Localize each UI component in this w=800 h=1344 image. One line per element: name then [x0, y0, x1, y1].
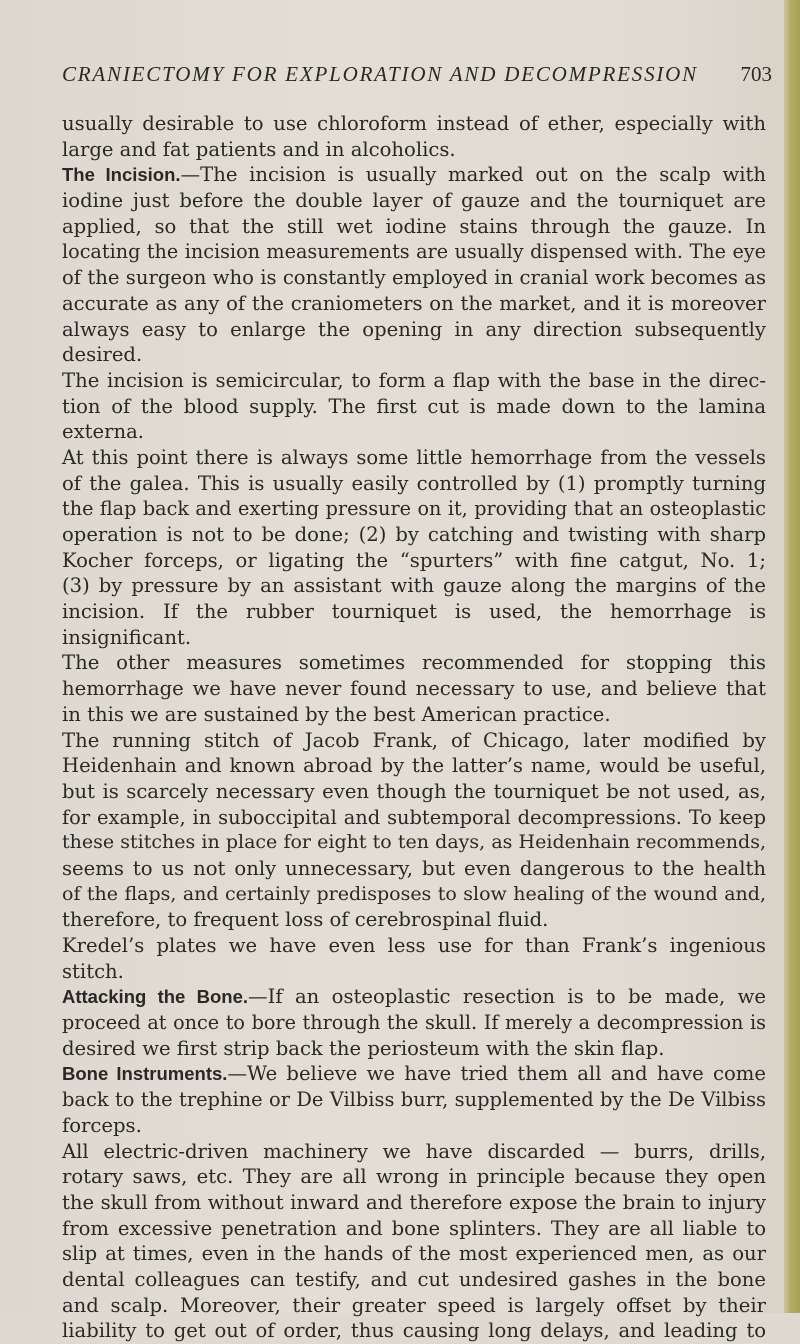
text-line — [62, 856, 766, 882]
text-line — [62, 1061, 766, 1087]
chapter-title: CRANIECTOMY FOR EXPLORATION AND DECOMPRESSION — [62, 62, 698, 86]
line-text: hemorrhage we have never found necessary to use, and believe that — [62, 677, 766, 701]
line-text: dental colleagues can testify, and cut undesired gashes in the bone — [62, 1267, 766, 1291]
line-text: stitch. — [62, 959, 124, 983]
line-text: iodine just before the double layer of gauze and the tourniquet are — [62, 189, 766, 213]
text-line — [62, 753, 766, 779]
text-line — [62, 317, 766, 343]
line-text: —If an osteoplastic resection is to be made, we — [248, 985, 766, 1009]
section-heading: Attacking the Bone. — [62, 986, 249, 1008]
line-text: the flap back and exerting pressure on it, providing that an osteoplastic — [62, 497, 766, 521]
text-line — [62, 1241, 766, 1267]
line-text: The incision is semicircular, to form a flap with the base in the direc- — [62, 368, 766, 392]
text-line — [62, 676, 766, 702]
line-text: Heidenhain and known abroad by the latter’s name, would be useful, — [62, 754, 766, 778]
text-line — [62, 907, 766, 933]
text-line — [62, 1293, 766, 1319]
text-line — [62, 548, 766, 574]
line-text: slip at times, even in the hands of the most experienced men, as our — [62, 1242, 766, 1266]
line-text: proceed at once to bore through the skull. If merely a decompression is — [62, 1011, 766, 1035]
text-line — [62, 111, 766, 137]
text-line — [62, 1164, 766, 1190]
text-line — [62, 702, 766, 728]
line-text: Kocher forceps, or ligating the “spurters” with fine catgut, No. 1; — [62, 548, 766, 572]
line-text: therefore, to frequent loss of cerebrospinal fluid. — [62, 908, 549, 932]
text-line — [62, 1113, 766, 1139]
text-line — [62, 291, 766, 317]
line-text: of the flaps, and certainly predisposes to slow healing of the wound and, — [62, 882, 766, 905]
line-text: of the surgeon who is constantly employed in cranial work becomes as — [62, 266, 766, 290]
line-text: locating the incision measurements are usually dispensed with. The eye — [62, 240, 766, 264]
line-text: from excessive penetration and bone splinters. They are all liable to — [62, 1216, 766, 1240]
page-number: 703 — [740, 62, 772, 86]
text-line — [62, 162, 766, 188]
text-line — [62, 239, 766, 265]
line-text: in this we are sustained by the best American practice. — [62, 702, 611, 726]
body-text — [62, 111, 766, 1344]
text-line — [62, 933, 766, 959]
line-text: externa. — [62, 420, 145, 444]
line-text: —We believe we have tried them all and have come — [227, 1062, 766, 1086]
text-line — [62, 137, 766, 163]
text-line — [62, 188, 766, 214]
text-line — [62, 650, 766, 676]
line-text: liability to get out of order, thus causing long delays, and leading to — [62, 1319, 766, 1343]
text-line — [62, 342, 766, 368]
text-line — [62, 779, 766, 805]
line-text: back to the trephine or De Vilbiss burr, supplemented by the De Vilbiss — [62, 1088, 766, 1112]
text-line — [62, 882, 766, 908]
line-text: —The incision is usually marked out on the scalp with — [180, 163, 766, 187]
text-line — [62, 445, 766, 471]
text-line — [62, 394, 766, 420]
line-text: Kredel’s plates we have even less use for than Frank’s ingenious — [62, 934, 766, 957]
page-edge — [784, 0, 800, 1313]
text-line — [62, 1267, 766, 1293]
text-line — [62, 1216, 766, 1242]
line-text: At this point there is always some little hemorrhage from the vessels — [62, 445, 766, 469]
text-line — [62, 471, 766, 497]
line-text: The running stitch of Jacob Frank, of Chicago, later modified by — [62, 728, 766, 752]
line-text: incision. If the rubber tourniquet is used, the hemorrhage is — [62, 600, 766, 624]
text-line — [62, 728, 766, 754]
line-text: seems to us not only unnecessary, but even dangerous to the health — [62, 856, 766, 880]
line-text: the skull from without inward and therefore expose the brain to injury — [62, 1190, 766, 1214]
line-text: rotary saws, etc. They are all wrong in principle because they open — [62, 1165, 766, 1189]
line-text: and scalp. Moreover, their greater speed is largely offset by their — [62, 1293, 766, 1317]
line-text: The other measures sometimes recommended for stopping this — [62, 651, 766, 675]
text-line — [62, 830, 766, 856]
text-line — [62, 1318, 766, 1344]
text-line — [62, 214, 766, 240]
line-text: usually desirable to use chloroform instead of ether, especially with — [62, 112, 766, 135]
text-line — [62, 496, 766, 522]
line-text: (3) by pressure by an assistant with gauze along the margins of the — [62, 574, 766, 598]
running-head — [62, 62, 772, 87]
text-line — [62, 573, 766, 599]
text-line — [62, 1036, 766, 1062]
text-line — [62, 959, 766, 985]
text-line — [62, 419, 766, 445]
section-heading: Bone Instruments. — [62, 1063, 228, 1085]
line-text: desired we first strip back the periosteum with the skin flap. — [62, 1036, 665, 1060]
line-text: for example, in suboccipital and subtemporal decompressions. To keep — [62, 805, 766, 829]
line-text: accurate as any of the craniometers on the market, and it is moreover — [62, 291, 766, 315]
text-line — [62, 805, 766, 831]
text-line — [62, 1139, 766, 1165]
text-line — [62, 368, 766, 394]
text-line — [62, 984, 766, 1010]
line-text: always easy to enlarge the opening in any direction subsequently — [62, 317, 766, 341]
section-heading: The Incision. — [62, 164, 181, 186]
line-text: applied, so that the still wet iodine stains through the gauze. In — [62, 214, 766, 238]
line-text: large and fat patients and in alcoholics. — [62, 137, 456, 161]
line-text: forceps. — [62, 1113, 142, 1137]
text-line — [62, 1190, 766, 1216]
text-line — [62, 625, 766, 651]
line-text: All electric-driven machinery we have discarded — burrs, drills, — [62, 1139, 766, 1163]
line-text: desired. — [62, 343, 143, 367]
line-text: tion of the blood supply. The first cut is made down to the lamina — [62, 394, 766, 418]
line-text: insignificant. — [62, 625, 192, 649]
line-text: these stitches in place for eight to ten days, as Heidenhain recommends, — [62, 831, 766, 854]
text-line — [62, 265, 766, 291]
line-text: operation is not to be done; (2) by catching and twisting with sharp — [62, 523, 766, 546]
line-text: of the galea. This is usually easily controlled by (1) promptly turning — [62, 471, 766, 495]
text-line — [62, 599, 766, 625]
text-line — [62, 1010, 766, 1036]
text-line — [62, 522, 766, 548]
text-line — [62, 1087, 766, 1113]
line-text: but is scarcely necessary even though the tourniquet be not used, as, — [62, 779, 766, 803]
